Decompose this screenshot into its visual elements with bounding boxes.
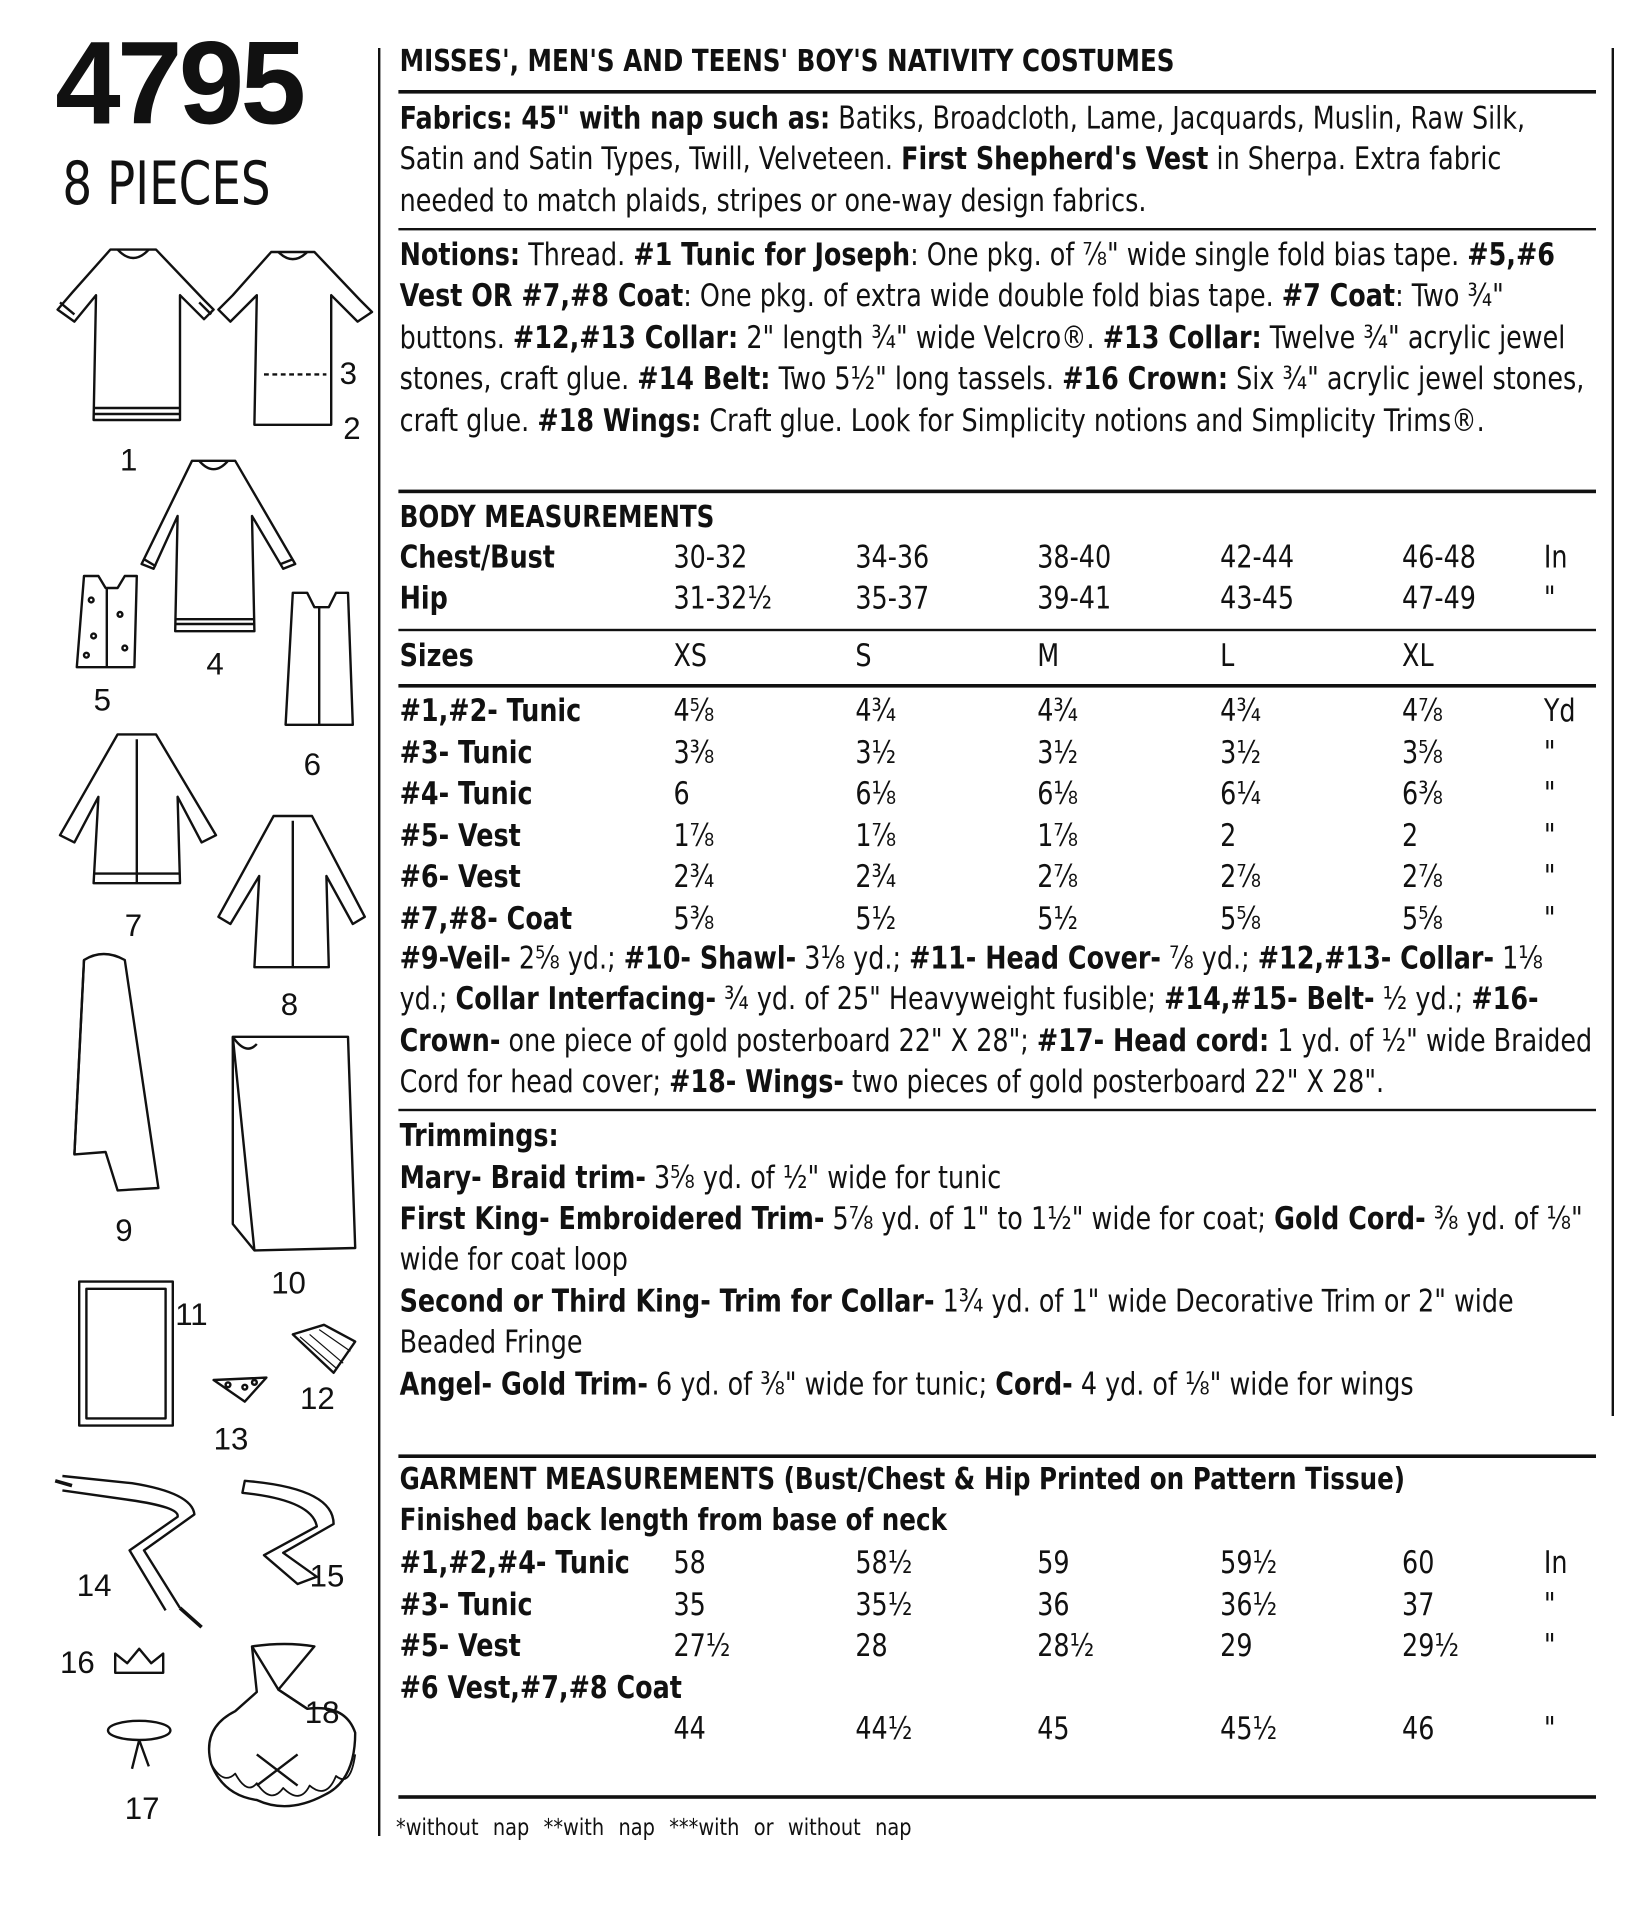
tunic-4-illustration (142, 461, 296, 631)
trimming-angel: Angel- Gold Trim- 6 yd. of ⅜" wide for tunic; Cord- 4 yd. of ⅛" wide for wings (399, 1366, 1414, 1403)
cell-value: 2⅞ (1037, 859, 1079, 896)
cell-value: 58½ (855, 1545, 913, 1582)
cell-value: 6 (673, 776, 690, 813)
fabrics-paragraph: Fabrics: 45" with nap such as: Batiks, Broadcloth, Lame, Jacquards, Muslin, Raw Silk, Satin and Satin Types, Twill, Velveteen. First Shepherd's Vest in Sherpa. Extra fabric needed to match plaids, stripes or one-way design fabrics. (399, 100, 1526, 220)
crown-16-illustration (115, 1649, 163, 1673)
tunic-2-illustration (218, 252, 372, 425)
belt-14-illustration (55, 1476, 201, 1627)
trimming-second-third-king: Second or Third King- Trim for Collar- 1¾ yd. of 1" wide Decorative Trim or 2" wide Beaded Fringe (399, 1284, 1514, 1362)
trimming-first-king: First King- Embroidered Trim- 5⅞ yd. of 1" to 1½" wide for coat; Gold Cord- ⅜ yd. of ⅛" wide for coat loop (399, 1201, 1583, 1279)
right-border (1612, 48, 1614, 1416)
cell-value: 1⅞ (855, 817, 897, 854)
cell-value: 3½ (1037, 735, 1079, 772)
figure-label-10: 10 (271, 1264, 306, 1301)
figure-label-5: 5 (93, 681, 111, 718)
divider (398, 1109, 1596, 1111)
figure-label-7: 7 (124, 907, 143, 944)
unit-label: " (1543, 1628, 1556, 1665)
cell-value: 3⅜ (673, 735, 715, 772)
collar-12-illustration (293, 1325, 355, 1373)
cell-value: 1⅞ (1037, 817, 1079, 854)
cell-value: 28½ (1037, 1628, 1095, 1665)
figure-label-9: 9 (115, 1212, 133, 1248)
unit-label: " (1543, 817, 1556, 854)
extras-paragraph: #9-Veil- 2⅝ yd.; #10- Shawl- 3⅛ yd.; #11- Head Cover- ⅞ yd.; #12,#13- Collar- 1⅛ yd.; Collar Interfacing- ¾ yd. of 25" Heavyweight fusible; #14,#15- Belt- ½ yd.; #16- Crown- one piece of gold posterboard 22" X 28"; #17- Head cord: 1 yd. of ½" wide Braided Cord for head cover; #18- Wings- two pieces of gold posterboard 22" X 28". (399, 940, 1593, 1101)
cell-value: 4¾ (1220, 693, 1261, 730)
divider (398, 684, 1596, 688)
table-row (400, 691, 1593, 732)
divider (398, 629, 1596, 631)
table-row (400, 1667, 1593, 1708)
cell-value: 36 (1037, 1587, 1070, 1624)
trimmings-heading: Trimmings: (399, 1118, 559, 1155)
figure-label-8: 8 (280, 986, 299, 1023)
row-label: #7,#8- Coat (399, 900, 573, 937)
cell-value: 2¾ (855, 859, 897, 896)
cell-value: 5⅝ (1402, 900, 1443, 937)
divider (398, 490, 1596, 494)
unit-label: " (1543, 735, 1556, 772)
table-row (400, 898, 1593, 939)
cell-value: 44½ (855, 1711, 913, 1748)
unit-label: " (1543, 900, 1556, 937)
body-measurements-heading: BODY MEASUREMENTS (399, 499, 715, 534)
divider (398, 90, 1596, 94)
cell-value: 59½ (1220, 1545, 1278, 1582)
row-label: #6 Vest,#7,#8 Coat (399, 1669, 682, 1706)
unit-label: " (1543, 1711, 1556, 1748)
cell-value: 29½ (1402, 1628, 1460, 1665)
figure-label-14: 14 (76, 1567, 112, 1604)
cell-value: 36½ (1220, 1587, 1278, 1624)
figure-label-1: 1 (120, 441, 138, 478)
cell-value: 4¾ (855, 693, 897, 730)
cell-value: 4⅝ (673, 693, 715, 730)
figure-label-6: 6 (303, 746, 321, 783)
divider (398, 1454, 1596, 1458)
cell-value: 3½ (1220, 735, 1261, 772)
figure-label-2: 2 (343, 410, 361, 447)
row-label: #4- Tunic (399, 776, 533, 813)
unit-label: " (1543, 1587, 1556, 1624)
table-row (400, 733, 1593, 774)
cell-value: 2 (1220, 817, 1237, 854)
coat-7-illustration (60, 734, 216, 883)
cell-value: 45½ (1220, 1711, 1278, 1748)
cell-value: 35 (673, 1587, 706, 1624)
row-label: #3- Tunic (399, 1587, 533, 1624)
cell-value: 60 (1402, 1545, 1435, 1582)
pattern-number: 4795 (55, 16, 303, 149)
hip-row: Hip 31-32½ 35-37 39-41 43-45 47-49 " (399, 580, 1556, 617)
row-label: #3- Tunic (399, 735, 533, 772)
nap-footnote: *without nap **with nap ***with or without nap (396, 1814, 912, 1841)
cell-value: 58 (673, 1545, 706, 1582)
unit-label: " (1543, 776, 1556, 813)
cell-value: 35½ (855, 1587, 913, 1624)
cell-value: 2¾ (673, 859, 715, 896)
figure-label-16: 16 (60, 1644, 95, 1681)
garment-measurements-subheading: Finished back length from base of neck (399, 1502, 947, 1538)
cell-value: 5½ (855, 900, 897, 937)
cell-value: 6⅜ (1402, 776, 1443, 813)
tunic-1-illustration (58, 250, 214, 420)
cell-value: 3⅝ (1402, 735, 1443, 772)
table-row (400, 774, 1593, 815)
cell-value: 3½ (855, 735, 897, 772)
cell-value: 1⅞ (673, 817, 715, 854)
table-row (400, 1585, 1593, 1626)
table-row (400, 1626, 1593, 1667)
table-row (400, 857, 1593, 898)
figure-label-3: 3 (339, 355, 357, 392)
cell-value: 28 (855, 1628, 888, 1665)
figure-label-4: 4 (206, 645, 224, 682)
sizes-row: Sizes XS S M L XL (399, 638, 1434, 675)
row-label: #6- Vest (399, 859, 521, 896)
vest-5-illustration (77, 576, 137, 667)
collar-13-illustration (214, 1378, 267, 1402)
figure-label-13: 13 (213, 1420, 249, 1457)
row-label: #1,#2- Tunic (399, 693, 582, 730)
table-row (400, 815, 1593, 856)
row-label: #1,#2,#4- Tunic (399, 1545, 630, 1582)
row-label: #5- Vest (399, 1628, 521, 1665)
vest-6-illustration (286, 593, 353, 725)
cell-value: 44 (673, 1711, 706, 1748)
pieces-count: 8 PIECES (62, 148, 271, 219)
cell-value: 6¼ (1220, 776, 1261, 813)
cell-value: 2 (1402, 817, 1419, 854)
figure-label-15: 15 (309, 1557, 345, 1594)
cell-value: 59 (1037, 1545, 1070, 1582)
unit-label: In (1543, 1545, 1568, 1582)
notions-paragraph: Notions: Thread. #1 Tunic for Joseph: One pkg. of ⅞" wide single fold bias tape. #5,#6 Vest OR #7,#8 Coat: One pkg. of extra wide double fold bias tape. #7 Coat: Two ¾" buttons. #12,#13 Collar: 2" length ¾" wide Velcro®. #13 Collar: Twelve ¾" acrylic jewel stones, craft glue. #14 Belt: Two 5½" long tassels. #16 Crown: Six ¾" acrylic jewel stones, craft glue. #18 Wings: Craft glue. Look for Simplicity notions and Simplicity Trims®. (399, 237, 1585, 439)
shawl-10-illustration (233, 1037, 355, 1251)
cell-value: 27½ (673, 1628, 731, 1665)
unit-label: " (1543, 859, 1556, 896)
cell-value: 46 (1402, 1711, 1435, 1748)
figure-label-11: 11 (175, 1296, 208, 1332)
head-cord-17-illustration (108, 1721, 170, 1769)
figure-label-17: 17 (124, 1790, 160, 1827)
veil-9-illustration (74, 954, 158, 1190)
cell-value: 2⅞ (1402, 859, 1443, 896)
cell-value: 29 (1220, 1628, 1253, 1665)
cell-value: 5½ (1037, 900, 1079, 937)
row-label: #5- Vest (399, 817, 521, 854)
unit-label: Yd (1543, 693, 1576, 730)
cell-value: 5⅜ (673, 900, 715, 937)
head-cover-11-illustration (79, 1282, 173, 1426)
cell-value: 45 (1037, 1711, 1070, 1748)
table-row (400, 1709, 1593, 1750)
table-row (400, 1543, 1593, 1584)
cell-value: 4¾ (1037, 693, 1079, 730)
trimming-mary: Mary- Braid trim- 3⅝ yd. of ½" wide for tunic (399, 1160, 1002, 1197)
figure-label-12: 12 (300, 1380, 335, 1416)
divider (398, 228, 1596, 230)
figure-label-18: 18 (304, 1694, 340, 1731)
cell-value: 6⅛ (1037, 776, 1079, 813)
cell-value: 2⅞ (1220, 859, 1261, 896)
column-divider (378, 48, 380, 1836)
divider (398, 1795, 1596, 1799)
page-title: MISSES', MEN'S AND TEENS' BOY'S NATIVITY COSTUMES (399, 43, 1175, 78)
cell-value: 6⅛ (855, 776, 897, 813)
cell-value: 5⅝ (1220, 900, 1261, 937)
cell-value: 4⅞ (1402, 693, 1443, 730)
chest-bust-row: Chest/Bust 30-32 34-36 38-40 42-44 46-48 In (399, 540, 1568, 576)
garment-measurements-heading: GARMENT MEASUREMENTS (Bust/Chest & Hip Printed on Pattern Tissue) (399, 1461, 1406, 1497)
coat-8-illustration (218, 816, 364, 967)
cell-value: 37 (1402, 1587, 1435, 1624)
